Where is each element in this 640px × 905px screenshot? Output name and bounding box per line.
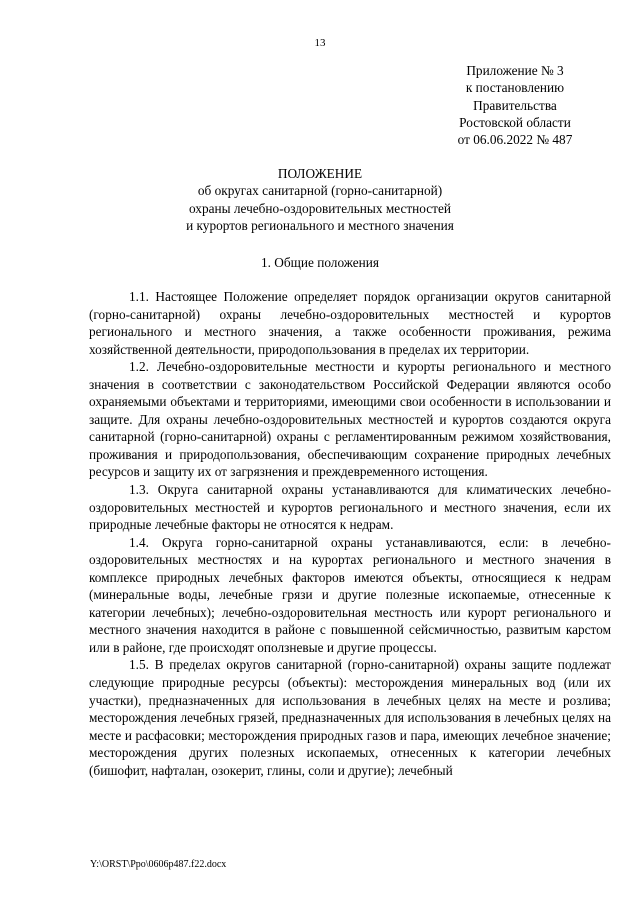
body-text bbox=[89, 288, 611, 779]
title-line-4: и курортов регионального и местного значения bbox=[186, 217, 454, 233]
document-title bbox=[0, 165, 640, 234]
title-line-3: охраны лечебно-оздоровительных местностей bbox=[188, 200, 452, 216]
approval-line-region: Ростовской области bbox=[459, 114, 571, 130]
paragraph-1-1: 1.1. Настоящее Положение определяет порядок организации округов санитарной (горно-санитарной) охраны лечебно-оздоровительных местностей и курортов регионального и местного значения, а также особенности проживания, режима хозяйственной деятельности, природопользования в пределах их территории. bbox=[89, 289, 611, 357]
file-path-footer: Y:\ORST\Ppo\0606p487.f22.docx bbox=[90, 859, 227, 870]
paragraph-1-3: 1.3. Округа санитарной охраны устанавливаются для климатических лечебно-оздоровительных местностей и курортов регионального и местного значения, если их природные лечебные факторы не относятся к недрам. bbox=[89, 482, 611, 533]
approval-line-date: от 06.06.2022 № 487 bbox=[457, 132, 573, 148]
approval-line-government: Правительства bbox=[473, 97, 557, 113]
title-line-1: ПОЛОЖЕНИЕ bbox=[277, 166, 363, 181]
approval-block bbox=[440, 62, 590, 148]
page-number: 13 bbox=[314, 37, 326, 49]
paragraph-1-5: 1.5. В пределах округов санитарной (горно-санитарной) охраны защите подлежат следующие природные ресурсы (объекты): месторождения минеральных вод (или их участки), предназначенных для использования в лечебных целях на месте и розлива; месторождения лечебных грязей, предназначенных для использования в лечебных целях на месте и расфасовки; месторождения природных газов и пара, имеющих лечебное значение; месторождения других полезных ископаемых, отнесенных к категории лечебных (бишофит, нафталан, озокерит, глины, соли и другие); лечебный bbox=[89, 657, 611, 778]
paragraph-1-2: 1.2. Лечебно-оздоровительные местности и курорты регионального и местного значения в соответствии с законодательством Российской Федерации являются особо охраняемыми объектами и территориями, имеющими свои особенности в использовании и защите. Для охраны лечебно-оздоровительных местностей и курортов создаются округа санитарной (горно-санитарной) охраны с регламентированным режимом хозяйствования, проживания и природопользования, обеспечивающим сохранение природных лечебных ресурсов и защиту их от загрязнения и преждевременного истощения. bbox=[89, 359, 611, 480]
paragraph-1-4: 1.4. Округа горно-санитарной охраны устанавливаются, если: в лечебно-оздоровительных местностях и на курортах регионального и местного значения в комплексе природных лечебных факторов имеются объекты, относящиеся к недрам (минеральные воды, лечебные грязи и другие полезные ископаемые, отнесенные к категории лечебных); лечебно-оздоровительная местность или курорт регионального и местного значения находится в районе с повышенной сейсмичностью, развитым карстом или в районе, где происходят оползневые и другие процессы. bbox=[89, 534, 611, 655]
section-heading: 1. Общие положения bbox=[260, 255, 380, 270]
approval-line-appendix: Приложение № 3 bbox=[466, 63, 564, 78]
approval-line-resolution: к постановлению bbox=[465, 80, 565, 96]
title-line-2: об округах санитарной (горно-санитарной) bbox=[197, 183, 443, 199]
